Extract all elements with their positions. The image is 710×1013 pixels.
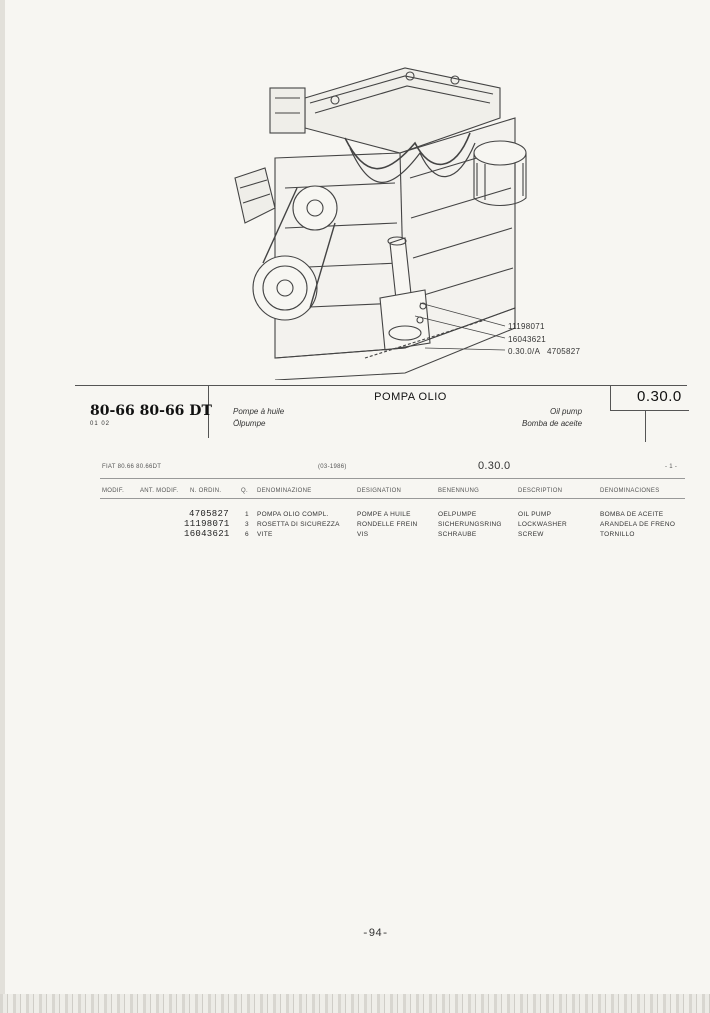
name-german: SICHERUNGSRING xyxy=(438,521,502,528)
quantity: 6 xyxy=(245,531,249,538)
page-edge xyxy=(0,0,5,1013)
group-code: 0.30.0 xyxy=(637,388,682,405)
name-english: SCREW xyxy=(518,531,544,538)
name-german: SCHRAUBE xyxy=(438,531,477,538)
list-rule-top xyxy=(100,478,685,479)
name-italian: VITE xyxy=(257,531,273,538)
name-english: OIL PUMP xyxy=(518,511,552,518)
quantity: 3 xyxy=(245,521,249,528)
col-designation: DESIGNATION xyxy=(357,488,402,494)
title-french: Pompe à huile xyxy=(233,407,285,416)
name-french: POMPE A HUILE xyxy=(357,511,411,518)
scan-bottom-edge xyxy=(0,994,710,1013)
col-n-ordin: N. ORDIN. xyxy=(190,488,222,494)
col-benennung: BENENNUNG xyxy=(438,488,480,494)
name-italian: POMPA OLIO COMPL. xyxy=(257,511,329,518)
part-number: 16043621 xyxy=(184,529,230,539)
model-variants: 01 02 xyxy=(90,421,111,427)
name-spanish: ARANDELA DE FRENO xyxy=(600,521,676,528)
name-french: RONDELLE FREIN xyxy=(357,521,418,528)
name-french: VIS xyxy=(357,531,369,538)
callout-lockwasher: 11198071 xyxy=(508,322,545,331)
callout-screw: 16043621 xyxy=(508,335,546,344)
col-description: DESCRIPTION xyxy=(518,488,563,494)
name-italian: ROSETTA DI SICUREZZA xyxy=(257,521,340,528)
engine-drawing xyxy=(215,58,535,380)
col-denominaciones: DENOMINACIONES xyxy=(600,488,660,494)
title-english: Oil pump xyxy=(550,407,583,416)
header-top-rule xyxy=(75,385,687,386)
name-spanish: BOMBA DE ACEITE xyxy=(600,511,664,518)
name-german: OELPUMPE xyxy=(438,511,477,518)
title-german: Ölpumpe xyxy=(233,419,266,428)
list-rule-bottom xyxy=(100,498,685,499)
list-date: (03-1986) xyxy=(318,464,347,470)
callout-figure-ref: 0.30.0/A xyxy=(508,347,541,356)
quantity: 1 xyxy=(245,511,249,518)
name-english: LOCKWASHER xyxy=(518,521,567,528)
page-title: POMPA OLIO xyxy=(374,391,447,403)
page-number: -94- xyxy=(362,928,389,940)
part-number: 4705827 xyxy=(189,509,229,519)
title-spanish: Bomba de aceite xyxy=(522,419,583,428)
list-model: FIAT 80.66 80.66DT xyxy=(102,464,162,470)
callout-pump: 4705827 xyxy=(547,347,581,356)
model-designation: 80-66 80-66 DT xyxy=(90,403,212,419)
name-spanish: TORNILLO xyxy=(600,531,635,538)
list-code: 0.30.0 xyxy=(478,460,511,472)
col-qty: Q. xyxy=(241,488,248,494)
code-tick xyxy=(645,410,646,442)
part-number: 11198071 xyxy=(184,519,230,529)
col-modif: MODIF. xyxy=(102,488,125,494)
list-page: - 1 - xyxy=(665,464,678,470)
col-ant-modif: ANT. MODIF. xyxy=(140,488,179,494)
col-denominazione: DENOMINAZIONE xyxy=(257,488,312,494)
